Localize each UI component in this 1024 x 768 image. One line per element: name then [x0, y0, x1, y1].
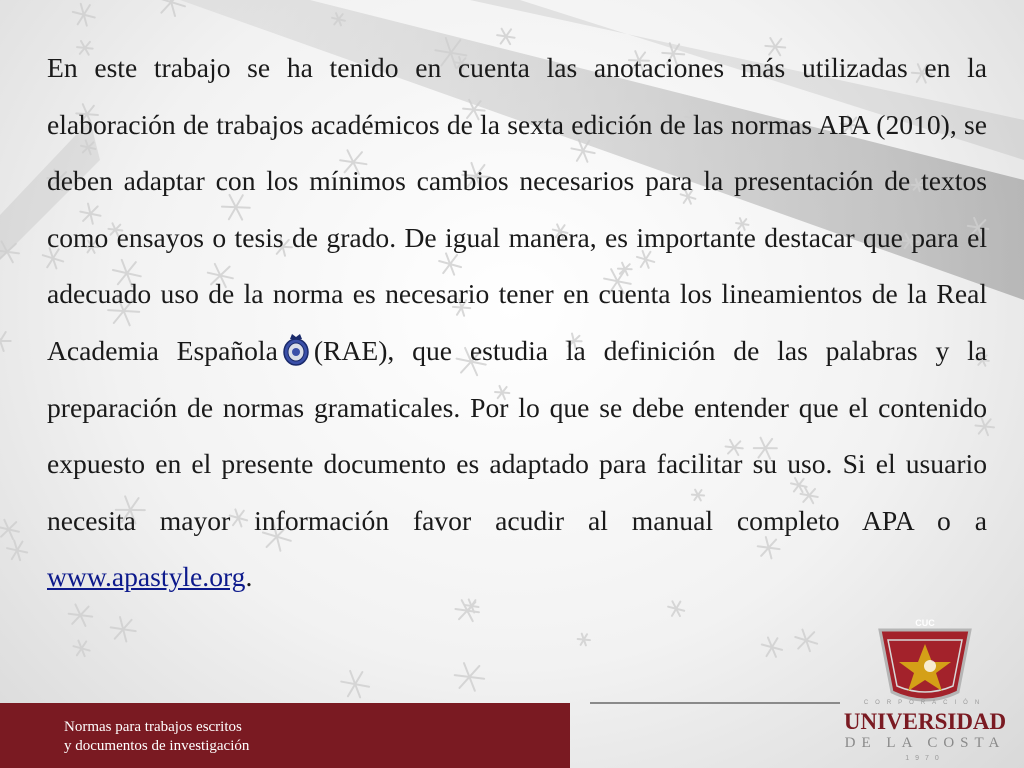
- rae-seal-icon: [282, 332, 310, 366]
- star-decoration: [78, 5, 90, 24]
- universidad-de-la-costa-logo: [838, 612, 1018, 764]
- star-decoration: [798, 632, 814, 648]
- paragraph-text-part1: En este trabajo se ha tenido en cuenta las anotaciones más utilizadas en la elaboración de trabajos académicos de la sexta edición de las normas APA (2010), se deben adaptar con los mínimos cambios necesarios para la presentación de textos como ensayos o tesis de grado. De igual manera, es importante destacar que para el adecuado uso de la norma es necesario tener en cuenta los lineamientos de la Real Academia Española: [47, 52, 987, 366]
- main-paragraph: [47, 40, 987, 606]
- footer-divider: [590, 702, 840, 704]
- footer-title-line2: y documentos de investigación: [64, 738, 250, 754]
- logo-sub-text: DE LA COSTA: [844, 735, 1006, 751]
- logo-main-text: UNIVERSIDAD: [843, 709, 1007, 734]
- logo-badge-text: CUC: [915, 618, 935, 628]
- star-decoration: [1, 522, 16, 537]
- star-decoration: [161, 0, 181, 13]
- paragraph-trailing-period: .: [245, 561, 253, 593]
- logo-year-text: 1970: [905, 755, 945, 762]
- logo-top-small-text: CORPORACIÓN: [863, 700, 987, 706]
- paragraph-text-part2: (RAE), que estudia la definición de las palabras y la preparación de normas gramaticales. Por lo que se debe entender que el contenido expuesto en el presente documento es adaptado para facilitar su uso. Si el usuario necesita mayor información favor acudir al manual completo APA o a: [47, 334, 987, 536]
- apastyle-link[interactable]: www.apastyle.org: [47, 561, 246, 593]
- footer-title-line1: Normas para trabajos escritos: [64, 719, 242, 735]
